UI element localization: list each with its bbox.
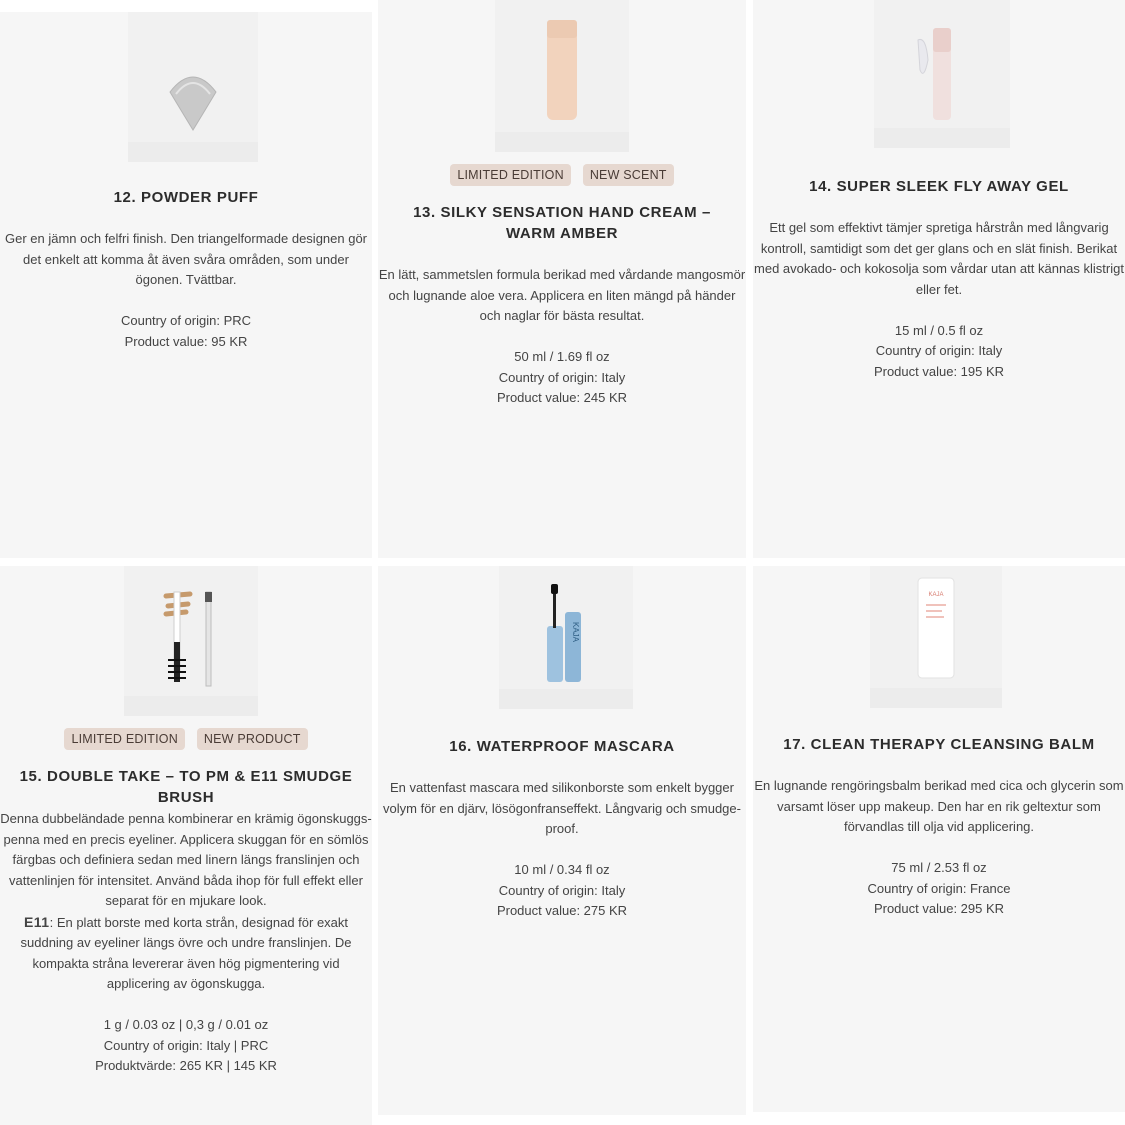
product-image-powder-puff[interactable] [128, 12, 258, 162]
size-text: 50 ml / 1.69 fl oz [514, 349, 610, 364]
product-title: 14. SUPER SLEEK FLY AWAY GEL [809, 178, 1069, 195]
product-card-hand-cream[interactable] [378, 0, 746, 558]
cleansing-balm-tube-icon [870, 566, 1002, 688]
value-text: Product value: 195 KR [873, 363, 1005, 379]
value-text: Product value: 295 KR [873, 901, 1005, 916]
product-title: 15. DOUBLE TAKE – TO PM & E11 SMUDGE BRUSH [19, 768, 353, 806]
size-text: 1 g / 0.03 oz | 0,3 g / 0.01 oz [103, 1017, 269, 1032]
powder-puff-icon [128, 12, 258, 162]
badge-limited-edition: LIMITED EDITION [450, 164, 570, 186]
image-caption-bar [495, 132, 629, 152]
product-description [0, 229, 372, 352]
product-description [753, 776, 1125, 920]
description-text: Denna dubbeländade penna kombinerar en krämig ögonskuggs-penna med en precis eyeliner. Applicera skuggan för en sömlös färgbas och definiera sedan med linern längs franslinjen och vattenlinjen för intensitet. Använd båda ihop för full effekt eller separat för en mjukare look. [0, 811, 372, 908]
product-image-fly-away-gel[interactable] [874, 0, 1010, 128]
badge-limited-edition: LIMITED EDITION [64, 728, 184, 750]
hand-cream-tube-icon [495, 0, 629, 132]
size-text: 15 ml / 0.5 fl oz [894, 322, 984, 338]
description-text: Ett gel som effektivt tämjer spretiga hårstrån med långvarig kontroll, samtidigt som det ger glans och en slät finish. Berikat med avokado- och kokosolja som vårdar utan att kännas klistrigt eller fet. [754, 220, 1124, 297]
e11-paragraph [0, 912, 372, 995]
product-description [378, 265, 746, 409]
product-card-fly-away-gel[interactable] [753, 0, 1125, 558]
size-text: 75 ml / 2.53 fl oz [891, 860, 987, 875]
description-text: Ger en jämn och felfri finish. Den triangelformade designen gör det enkelt att komma åt även svåra områden, som under ögonen. Tvättbar. [4, 231, 368, 287]
value-text: Product value: 95 KR [124, 333, 248, 349]
origin-text: Country of origin: Italy [498, 369, 626, 385]
origin-text: Country of origin: Italy [875, 343, 1003, 358]
e11-text: : En platt borste med korta strån, designad för exakt suddning av eyeliner längs övre och undre franslinjen. De kompakta stråna levererar även hög pigmentering vid applicering av ögonskugga. [20, 914, 352, 991]
product-image-mascara[interactable] [499, 566, 633, 689]
product-title: 13. SILKY SENSATION HAND CREAM – WARM AMBER [413, 204, 711, 242]
balm-brand-text: KAJA [928, 592, 944, 598]
badge-new-scent: NEW SCENT [583, 164, 674, 186]
description-text: En lätt, sammetslen formula berikad med vårdande mangosmör och lugnande aloe vera. Applicera en liten mängd på händer och naglar för bästa resultat. [378, 267, 746, 323]
description-text: En lugnande rengöringsbalm berikad med cica och glycerin som varsamt löser upp makeup. Den har en rik geltextur som förvandlas till olja vid applicering. [754, 778, 1124, 834]
product-card-mascara[interactable] [378, 566, 746, 1115]
image-caption-bar [870, 688, 1002, 708]
image-caption-bar [128, 142, 258, 162]
pencil-and-brush-icon [124, 566, 258, 696]
product-image-cleansing-balm[interactable] [870, 566, 1002, 688]
product-title: 17. CLEAN THERAPY CLEANSING BALM [783, 736, 1095, 753]
mascara-tube-icon [499, 566, 633, 689]
mascara-brand-text: KAJA [571, 621, 580, 643]
product-description [0, 809, 372, 1077]
product-card-powder-puff[interactable] [0, 12, 372, 558]
origin-text: Country of origin: PRC [120, 313, 252, 328]
size-text: 10 ml / 0.34 fl oz [514, 862, 610, 877]
gel-tube-icon [874, 0, 1010, 128]
product-title: 16. WATERPROOF MASCARA [449, 738, 675, 755]
description-text: En vattenfast mascara med silikonborste som enkelt bygger volym för en djärv, lösögonfranseffekt. Långvarig och smudge-proof. [383, 780, 741, 836]
product-image-hand-cream[interactable] [495, 0, 629, 132]
product-image-double-take[interactable] [124, 566, 258, 696]
product-card-double-take[interactable] [0, 566, 372, 1125]
e11-label: E11 [23, 913, 50, 930]
badge-new-product: NEW PRODUCT [197, 728, 308, 750]
value-text: Product value: 275 KR [496, 903, 628, 918]
product-card-cleansing-balm[interactable] [753, 566, 1125, 1112]
product-title: 12. POWDER PUFF [113, 189, 259, 206]
image-caption-bar [874, 128, 1010, 148]
product-description [753, 218, 1125, 382]
badge-row [0, 728, 372, 750]
value-text: Product value: 245 KR [496, 390, 628, 405]
product-description [378, 778, 746, 922]
origin-text: Country of origin: Italy [498, 882, 626, 898]
origin-text: Country of origin: Italy | PRC [103, 1037, 269, 1053]
badge-row [378, 164, 746, 186]
image-caption-bar [124, 696, 258, 716]
value-text: Produktvärde: 265 KR | 145 KR [95, 1058, 277, 1073]
image-caption-bar [499, 689, 633, 709]
origin-text: Country of origin: France [867, 880, 1011, 896]
